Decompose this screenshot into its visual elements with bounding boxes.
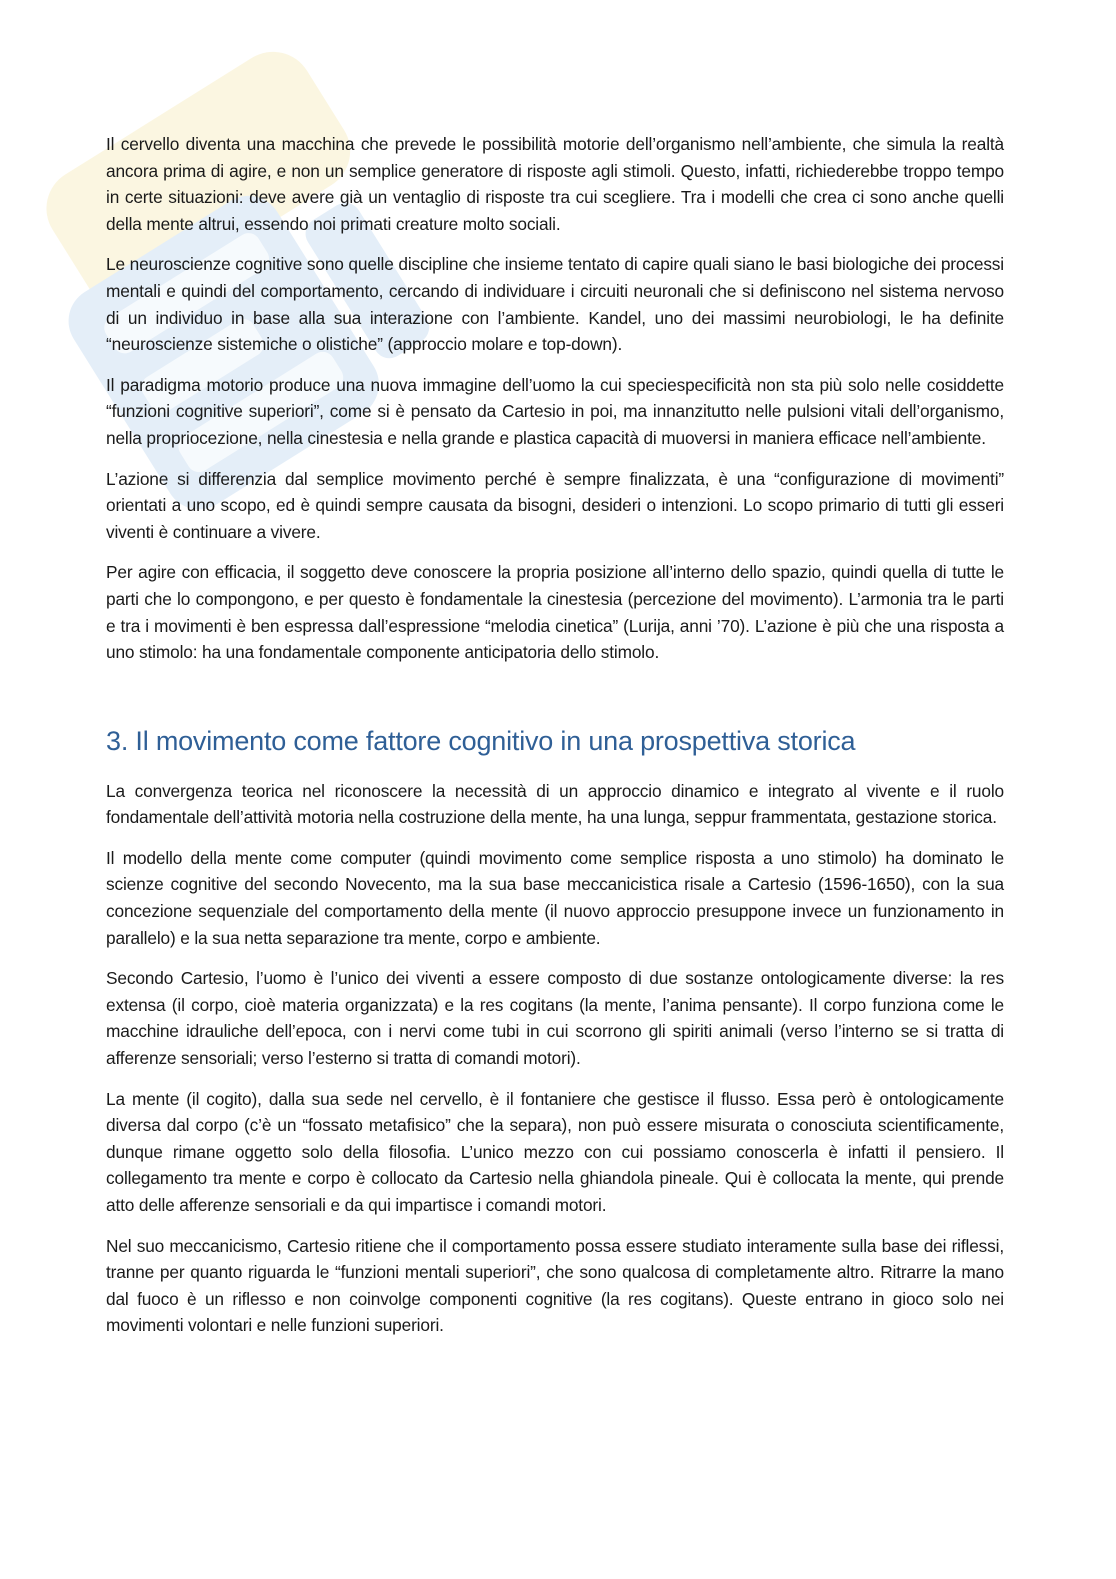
paragraph: Per agire con efficacia, il soggetto deve conoscere la propria posizione all’interno dello spazio, quindi quella di tutte le parti che lo compongono, e per questo è fondamentale la cinestesia (percezione del movimento). L’armonia tra le parti e tra i movimenti è ben espressa dall’espressione “melodia cinetica” (Lurija, anni ’70). L’azione è più che una risposta a uno stimolo: ha una fondamentale componente anticipatoria dello stimolo.	[106, 562, 1004, 663]
paragraph: Il cervello diventa una macchina che prevede le possibilità motorie dell’organismo nell’ambiente, che simula la realtà ancora prima di agire, e non un semplice generatore di risposte agli stimoli. Questo, infatti, richiederebbe troppo tempo in certe situazioni: deve avere già un ventaglio di risposte tra cui scegliere. Tra i modelli che crea ci sono anche quelli della mente altrui, essendo noi primati creature molto sociali.	[106, 134, 1004, 234]
section-spacer	[106, 680, 1004, 724]
section-heading: 3. Il movimento come fattore cognitivo in una prospettiva storica	[106, 725, 856, 756]
paragraph: Secondo Cartesio, l’uomo è l’unico dei viventi a essere composto di due sostanze ontologicamente diverse: la res extensa (il corpo, cioè materia organizzata) e la res cogitans (la mente, l’anima pensante). Il corpo funziona come le macchine idrauliche dell’epoca, con i nervi come tubi in cui scorrono gli spiriti animali (verso l’interno se si tratta di afferenze sensoriali; verso l’esterno si tratta di comandi motori).	[106, 968, 1004, 1069]
document-body	[106, 131, 1004, 1353]
paragraph: La mente (il cogito), dalla sua sede nel cervello, è il fontaniere che gestisce il flusso. Essa però è ontologicamente diversa dal corpo (c’è un “fossato metafisico” che la separa), non può essere misurata o conosciuta scientificamente, dunque rimane oggetto solo della filosofia. L’unico mezzo con cui possiamo conoscerla è infatti il pensiero. Il collegamento tra mente e corpo è collocato da Cartesio nella ghiandola pineale. Qui è collocata la mente, qui prende atto delle afferenze sensoriali e da qui impartisce i comandi motori.	[106, 1088, 1004, 1215]
paragraph: Il modello della mente come computer (quindi movimento come semplice risposta a uno stimolo) ha dominato le scienze cognitive del secondo Novecento, ma la sua base meccanicistica risale a Cartesio (1596-1650), con la sua concezione sequenziale del comportamento della mente (il nuovo approccio presuppone invece un funzionamento in parallelo) e la sua netta separazione tra mente, corpo e ambiente.	[106, 847, 1004, 948]
paragraph: L’azione si differenzia dal semplice movimento perché è sempre finalizzata, è una “configurazione di movimenti” orientati a uno scopo, ed è quindi sempre causata da bisogni, desideri o intenzioni. Lo scopo primario di tutti gli esseri viventi è continuare a vivere.	[106, 468, 1004, 542]
paragraph: Le neuroscienze cognitive sono quelle discipline che insieme tentato di capire quali siano le basi biologiche dei processi mentali e quindi del comportamento, cercando di individuare i circuiti neuronali che si definiscono nel sistema nervoso di un individuo in base alla sua interazione con l’ambiente. Kandel, uno dei massimi neurobiologi, le ha definite “neuroscienze sistemiche o olistiche” (approccio molare e top-down).	[106, 254, 1004, 355]
paragraph: La convergenza teorica nel riconoscere la necessità di un approccio dinamico e integrato al vivente e il ruolo fondamentale dell’attività motoria nella costruzione della mente, ha una lunga, seppur frammentata, gestazione storica.	[106, 780, 1004, 828]
paragraph: Il paradigma motorio produce una nuova immagine dell’uomo la cui speciespecificità non sta più solo nelle cosiddette “funzioni cognitive superiori”, come si è pensato da Cartesio in poi, ma innanzitutto nelle pulsioni vitali dell’organismo, nella propriocezione, nella cinestesia e nella grande e plastica capacità di muoversi in maniera efficace nell’ambiente.	[106, 374, 1004, 448]
paragraph: Nel suo meccanicismo, Cartesio ritiene che il comportamento possa essere studiato interamente sulla base dei riflessi, tranne per quanto riguarda le “funzioni mentali superiori”, che sono qualcosa di completamente altro. Ritrarre la mano dal fuoco è un riflesso e non coinvolge componenti cognitive (la res cogitans). Queste entrano in gioco solo nei movimenti volontari e nelle funzioni superiori.	[106, 1235, 1004, 1336]
